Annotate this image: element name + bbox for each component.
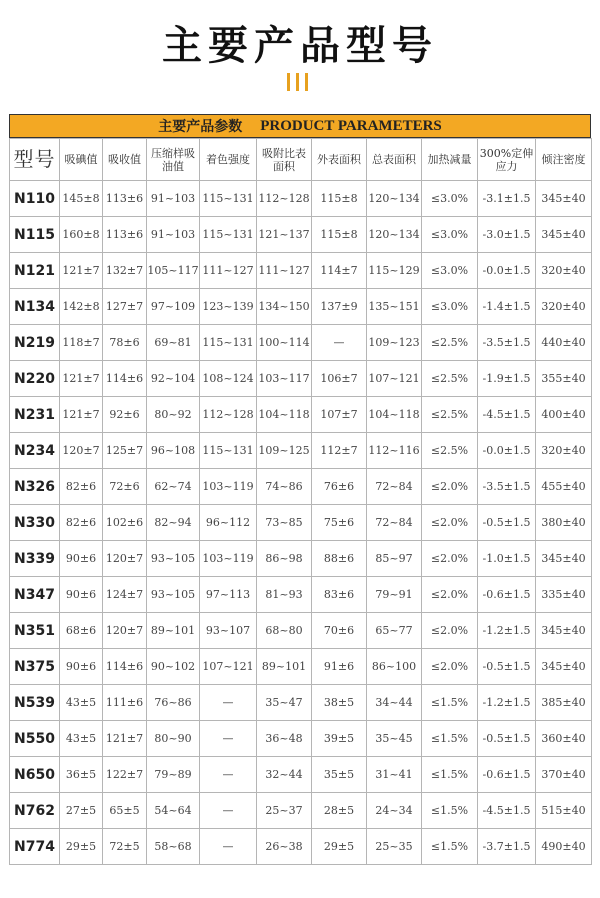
value-cell: ≤1.5% bbox=[422, 685, 478, 721]
value-cell: 120~134 bbox=[367, 181, 422, 217]
value-cell: 370±40 bbox=[536, 757, 592, 793]
model-cell: N134 bbox=[10, 289, 60, 325]
value-cell: 92±6 bbox=[103, 397, 147, 433]
value-cell: -1.4±1.5 bbox=[478, 289, 536, 325]
value-cell: 38±5 bbox=[312, 685, 367, 721]
value-cell: ≤2.0% bbox=[422, 505, 478, 541]
value-cell: ≤3.0% bbox=[422, 253, 478, 289]
value-cell: 108~124 bbox=[200, 361, 257, 397]
value-cell: 85~97 bbox=[367, 541, 422, 577]
table-row bbox=[10, 613, 592, 649]
value-cell: 29±5 bbox=[60, 829, 103, 865]
model-cell: N219 bbox=[10, 325, 60, 361]
value-cell: 112~116 bbox=[367, 433, 422, 469]
value-cell: 90~102 bbox=[147, 649, 200, 685]
value-cell: -3.5±1.5 bbox=[478, 469, 536, 505]
value-cell: 111±6 bbox=[103, 685, 147, 721]
value-cell: 111~127 bbox=[200, 253, 257, 289]
value-cell: 96~108 bbox=[147, 433, 200, 469]
value-cell: 72~84 bbox=[367, 505, 422, 541]
value-cell: 81~93 bbox=[257, 577, 312, 613]
value-cell: 120±7 bbox=[60, 433, 103, 469]
value-cell: -0.6±1.5 bbox=[478, 577, 536, 613]
column-header: 吸附比表面积 bbox=[257, 139, 312, 181]
value-cell: 100~114 bbox=[257, 325, 312, 361]
value-cell: 127±7 bbox=[103, 289, 147, 325]
value-cell: 335±40 bbox=[536, 577, 592, 613]
value-cell: 68~80 bbox=[257, 613, 312, 649]
value-cell: 103~117 bbox=[257, 361, 312, 397]
model-cell: N231 bbox=[10, 397, 60, 433]
value-cell: 35±5 bbox=[312, 757, 367, 793]
model-cell: N234 bbox=[10, 433, 60, 469]
value-cell: 160±8 bbox=[60, 217, 103, 253]
page-title: 主要产品型号 bbox=[162, 23, 438, 69]
value-cell: 112~128 bbox=[200, 397, 257, 433]
value-cell: 114±7 bbox=[312, 253, 367, 289]
value-cell: 68±6 bbox=[60, 613, 103, 649]
value-cell: 112±7 bbox=[312, 433, 367, 469]
value-cell: 120±7 bbox=[103, 613, 147, 649]
model-cell: N330 bbox=[10, 505, 60, 541]
value-cell: 83±6 bbox=[312, 577, 367, 613]
column-header-row bbox=[10, 139, 592, 181]
model-cell: N762 bbox=[10, 793, 60, 829]
value-cell: — bbox=[312, 325, 367, 361]
value-cell: 122±7 bbox=[103, 757, 147, 793]
value-cell: 121~137 bbox=[257, 217, 312, 253]
value-cell: 54~64 bbox=[147, 793, 200, 829]
value-cell: 113±6 bbox=[103, 217, 147, 253]
value-cell: 345±40 bbox=[536, 541, 592, 577]
value-cell: -0.5±1.5 bbox=[478, 721, 536, 757]
value-cell: 75±6 bbox=[312, 505, 367, 541]
parameters-table bbox=[9, 138, 592, 865]
table-row bbox=[10, 397, 592, 433]
model-cell: N115 bbox=[10, 217, 60, 253]
value-cell: 115±8 bbox=[312, 181, 367, 217]
value-cell: 65~77 bbox=[367, 613, 422, 649]
value-cell: 115~131 bbox=[200, 325, 257, 361]
value-cell: ≤1.5% bbox=[422, 757, 478, 793]
value-cell: 70±6 bbox=[312, 613, 367, 649]
value-cell: 90±6 bbox=[60, 541, 103, 577]
value-cell: 90±6 bbox=[60, 649, 103, 685]
model-cell: N110 bbox=[10, 181, 60, 217]
value-cell: 115±8 bbox=[312, 217, 367, 253]
value-cell: 78±6 bbox=[103, 325, 147, 361]
value-cell: -4.5±1.5 bbox=[478, 793, 536, 829]
table-row bbox=[10, 289, 592, 325]
model-cell: N347 bbox=[10, 577, 60, 613]
value-cell: ≤2.5% bbox=[422, 433, 478, 469]
value-cell: -1.2±1.5 bbox=[478, 613, 536, 649]
value-cell: ≤3.0% bbox=[422, 181, 478, 217]
value-cell: 113±6 bbox=[103, 181, 147, 217]
value-cell: 123~139 bbox=[200, 289, 257, 325]
decorative-bars bbox=[287, 73, 308, 91]
accent-bar bbox=[296, 73, 299, 91]
value-cell: 25~37 bbox=[257, 793, 312, 829]
model-cell: N339 bbox=[10, 541, 60, 577]
value-cell: 125±7 bbox=[103, 433, 147, 469]
value-cell: 92~104 bbox=[147, 361, 200, 397]
table-row bbox=[10, 721, 592, 757]
value-cell: 105~117 bbox=[147, 253, 200, 289]
accent-bar bbox=[305, 73, 308, 91]
value-cell: 82~94 bbox=[147, 505, 200, 541]
column-header: 压缩样吸油值 bbox=[147, 139, 200, 181]
value-cell: 345±40 bbox=[536, 649, 592, 685]
value-cell: -3.7±1.5 bbox=[478, 829, 536, 865]
model-cell: N351 bbox=[10, 613, 60, 649]
value-cell: 490±40 bbox=[536, 829, 592, 865]
value-cell: — bbox=[200, 721, 257, 757]
value-cell: 455±40 bbox=[536, 469, 592, 505]
value-cell: ≤2.0% bbox=[422, 649, 478, 685]
column-header: 加热减量 bbox=[422, 139, 478, 181]
table-row bbox=[10, 685, 592, 721]
value-cell: ≤2.0% bbox=[422, 469, 478, 505]
value-cell: 72±5 bbox=[103, 829, 147, 865]
value-cell: 35~47 bbox=[257, 685, 312, 721]
value-cell: 36~48 bbox=[257, 721, 312, 757]
value-cell: 90±6 bbox=[60, 577, 103, 613]
model-cell: N220 bbox=[10, 361, 60, 397]
table-row bbox=[10, 181, 592, 217]
value-cell: 25~35 bbox=[367, 829, 422, 865]
value-cell: 115~131 bbox=[200, 181, 257, 217]
table-header-cn: 主要产品参数 bbox=[158, 119, 243, 135]
table-row bbox=[10, 433, 592, 469]
value-cell: 121±7 bbox=[60, 397, 103, 433]
value-cell: 29±5 bbox=[312, 829, 367, 865]
model-cell: N774 bbox=[10, 829, 60, 865]
value-cell: 79~91 bbox=[367, 577, 422, 613]
value-cell: 34~44 bbox=[367, 685, 422, 721]
table-row bbox=[10, 469, 592, 505]
value-cell: — bbox=[200, 757, 257, 793]
value-cell: ≤2.0% bbox=[422, 577, 478, 613]
value-cell: 73~85 bbox=[257, 505, 312, 541]
value-cell: 24~34 bbox=[367, 793, 422, 829]
value-cell: 115~129 bbox=[367, 253, 422, 289]
value-cell: 62~74 bbox=[147, 469, 200, 505]
column-header-model: 型号 bbox=[10, 139, 60, 181]
value-cell: 121±7 bbox=[60, 253, 103, 289]
value-cell: 102±6 bbox=[103, 505, 147, 541]
value-cell: 109~123 bbox=[367, 325, 422, 361]
value-cell: 440±40 bbox=[536, 325, 592, 361]
value-cell: 82±6 bbox=[60, 469, 103, 505]
value-cell: 320±40 bbox=[536, 433, 592, 469]
value-cell: 31~41 bbox=[367, 757, 422, 793]
value-cell: 91±6 bbox=[312, 649, 367, 685]
value-cell: 115~131 bbox=[200, 433, 257, 469]
table-row bbox=[10, 577, 592, 613]
value-cell: 39±5 bbox=[312, 721, 367, 757]
value-cell: 134~150 bbox=[257, 289, 312, 325]
model-cell: N375 bbox=[10, 649, 60, 685]
table-row bbox=[10, 793, 592, 829]
value-cell: -1.0±1.5 bbox=[478, 541, 536, 577]
value-cell: ≤2.5% bbox=[422, 397, 478, 433]
value-cell: 107±7 bbox=[312, 397, 367, 433]
column-header: 倾注密度 bbox=[536, 139, 592, 181]
table-header-bar bbox=[9, 114, 591, 138]
table-row bbox=[10, 649, 592, 685]
value-cell: 76±6 bbox=[312, 469, 367, 505]
value-cell: 93~105 bbox=[147, 577, 200, 613]
table-row bbox=[10, 253, 592, 289]
value-cell: 355±40 bbox=[536, 361, 592, 397]
value-cell: 103~119 bbox=[200, 541, 257, 577]
value-cell: -0.0±1.5 bbox=[478, 433, 536, 469]
value-cell: -3.0±1.5 bbox=[478, 217, 536, 253]
value-cell: 69~81 bbox=[147, 325, 200, 361]
value-cell: 345±40 bbox=[536, 181, 592, 217]
value-cell: 120±7 bbox=[103, 541, 147, 577]
value-cell: 345±40 bbox=[536, 613, 592, 649]
value-cell: 400±40 bbox=[536, 397, 592, 433]
value-cell: 112~128 bbox=[257, 181, 312, 217]
value-cell: 121±7 bbox=[103, 721, 147, 757]
product-parameters-table bbox=[9, 114, 591, 865]
value-cell: 74~86 bbox=[257, 469, 312, 505]
value-cell: 124±7 bbox=[103, 577, 147, 613]
value-cell: -0.5±1.5 bbox=[478, 505, 536, 541]
value-cell: ≤1.5% bbox=[422, 793, 478, 829]
value-cell: 104~118 bbox=[257, 397, 312, 433]
value-cell: ≤1.5% bbox=[422, 829, 478, 865]
value-cell: 120~134 bbox=[367, 217, 422, 253]
value-cell: -3.5±1.5 bbox=[478, 325, 536, 361]
value-cell: -0.6±1.5 bbox=[478, 757, 536, 793]
value-cell: ≤2.5% bbox=[422, 325, 478, 361]
value-cell: 93~105 bbox=[147, 541, 200, 577]
value-cell: -0.0±1.5 bbox=[478, 253, 536, 289]
value-cell: 58~68 bbox=[147, 829, 200, 865]
value-cell: ≤2.0% bbox=[422, 541, 478, 577]
value-cell: 111~127 bbox=[257, 253, 312, 289]
value-cell: 65±5 bbox=[103, 793, 147, 829]
value-cell: -3.1±1.5 bbox=[478, 181, 536, 217]
value-cell: 107~121 bbox=[200, 649, 257, 685]
value-cell: ≤1.5% bbox=[422, 721, 478, 757]
column-header: 吸收值 bbox=[103, 139, 147, 181]
value-cell: 36±5 bbox=[60, 757, 103, 793]
value-cell: 118±7 bbox=[60, 325, 103, 361]
value-cell: 385±40 bbox=[536, 685, 592, 721]
value-cell: 43±5 bbox=[60, 721, 103, 757]
column-header: 300%定伸应力 bbox=[478, 139, 536, 181]
table-row bbox=[10, 829, 592, 865]
value-cell: 107~121 bbox=[367, 361, 422, 397]
value-cell: 80~90 bbox=[147, 721, 200, 757]
value-cell: 89~101 bbox=[147, 613, 200, 649]
value-cell: 91~103 bbox=[147, 181, 200, 217]
table-row bbox=[10, 217, 592, 253]
table-row bbox=[10, 361, 592, 397]
value-cell: 97~113 bbox=[200, 577, 257, 613]
value-cell: 142±8 bbox=[60, 289, 103, 325]
value-cell: 93~107 bbox=[200, 613, 257, 649]
model-cell: N539 bbox=[10, 685, 60, 721]
value-cell: 360±40 bbox=[536, 721, 592, 757]
accent-bar bbox=[287, 73, 290, 91]
column-header: 总表面积 bbox=[367, 139, 422, 181]
table-row bbox=[10, 541, 592, 577]
model-cell: N650 bbox=[10, 757, 60, 793]
value-cell: 104~118 bbox=[367, 397, 422, 433]
value-cell: 135~151 bbox=[367, 289, 422, 325]
value-cell: 91~103 bbox=[147, 217, 200, 253]
value-cell: 86~100 bbox=[367, 649, 422, 685]
value-cell: 26~38 bbox=[257, 829, 312, 865]
value-cell: 97~109 bbox=[147, 289, 200, 325]
column-header: 外表面积 bbox=[312, 139, 367, 181]
value-cell: 86~98 bbox=[257, 541, 312, 577]
value-cell: 88±6 bbox=[312, 541, 367, 577]
value-cell: 121±7 bbox=[60, 361, 103, 397]
value-cell: 79~89 bbox=[147, 757, 200, 793]
column-header: 着色强度 bbox=[200, 139, 257, 181]
value-cell: ≤2.5% bbox=[422, 361, 478, 397]
table-row bbox=[10, 325, 592, 361]
value-cell: 32~44 bbox=[257, 757, 312, 793]
value-cell: -0.5±1.5 bbox=[478, 649, 536, 685]
value-cell: 35~45 bbox=[367, 721, 422, 757]
value-cell: 320±40 bbox=[536, 253, 592, 289]
value-cell: 515±40 bbox=[536, 793, 592, 829]
value-cell: 76~86 bbox=[147, 685, 200, 721]
value-cell: 89~101 bbox=[257, 649, 312, 685]
value-cell: -1.2±1.5 bbox=[478, 685, 536, 721]
value-cell: — bbox=[200, 685, 257, 721]
value-cell: ≤2.0% bbox=[422, 613, 478, 649]
value-cell: — bbox=[200, 793, 257, 829]
value-cell: 145±8 bbox=[60, 181, 103, 217]
table-row bbox=[10, 757, 592, 793]
value-cell: 109~125 bbox=[257, 433, 312, 469]
value-cell: 320±40 bbox=[536, 289, 592, 325]
column-header: 吸碘值 bbox=[60, 139, 103, 181]
value-cell: 380±40 bbox=[536, 505, 592, 541]
value-cell: — bbox=[200, 829, 257, 865]
model-cell: N121 bbox=[10, 253, 60, 289]
value-cell: ≤3.0% bbox=[422, 289, 478, 325]
value-cell: 114±6 bbox=[103, 649, 147, 685]
value-cell: 27±5 bbox=[60, 793, 103, 829]
value-cell: 82±6 bbox=[60, 505, 103, 541]
model-cell: N550 bbox=[10, 721, 60, 757]
value-cell: 72~84 bbox=[367, 469, 422, 505]
value-cell: -1.9±1.5 bbox=[478, 361, 536, 397]
value-cell: ≤3.0% bbox=[422, 217, 478, 253]
value-cell: 114±6 bbox=[103, 361, 147, 397]
model-cell: N326 bbox=[10, 469, 60, 505]
value-cell: 345±40 bbox=[536, 217, 592, 253]
value-cell: 132±7 bbox=[103, 253, 147, 289]
value-cell: 80~92 bbox=[147, 397, 200, 433]
table-header-en: PRODUCT PARAMETERS bbox=[260, 117, 442, 134]
value-cell: 103~119 bbox=[200, 469, 257, 505]
value-cell: 43±5 bbox=[60, 685, 103, 721]
value-cell: 28±5 bbox=[312, 793, 367, 829]
value-cell: 96~112 bbox=[200, 505, 257, 541]
value-cell: 137±9 bbox=[312, 289, 367, 325]
value-cell: 72±6 bbox=[103, 469, 147, 505]
value-cell: -4.5±1.5 bbox=[478, 397, 536, 433]
table-row bbox=[10, 505, 592, 541]
value-cell: 106±7 bbox=[312, 361, 367, 397]
value-cell: 115~131 bbox=[200, 217, 257, 253]
